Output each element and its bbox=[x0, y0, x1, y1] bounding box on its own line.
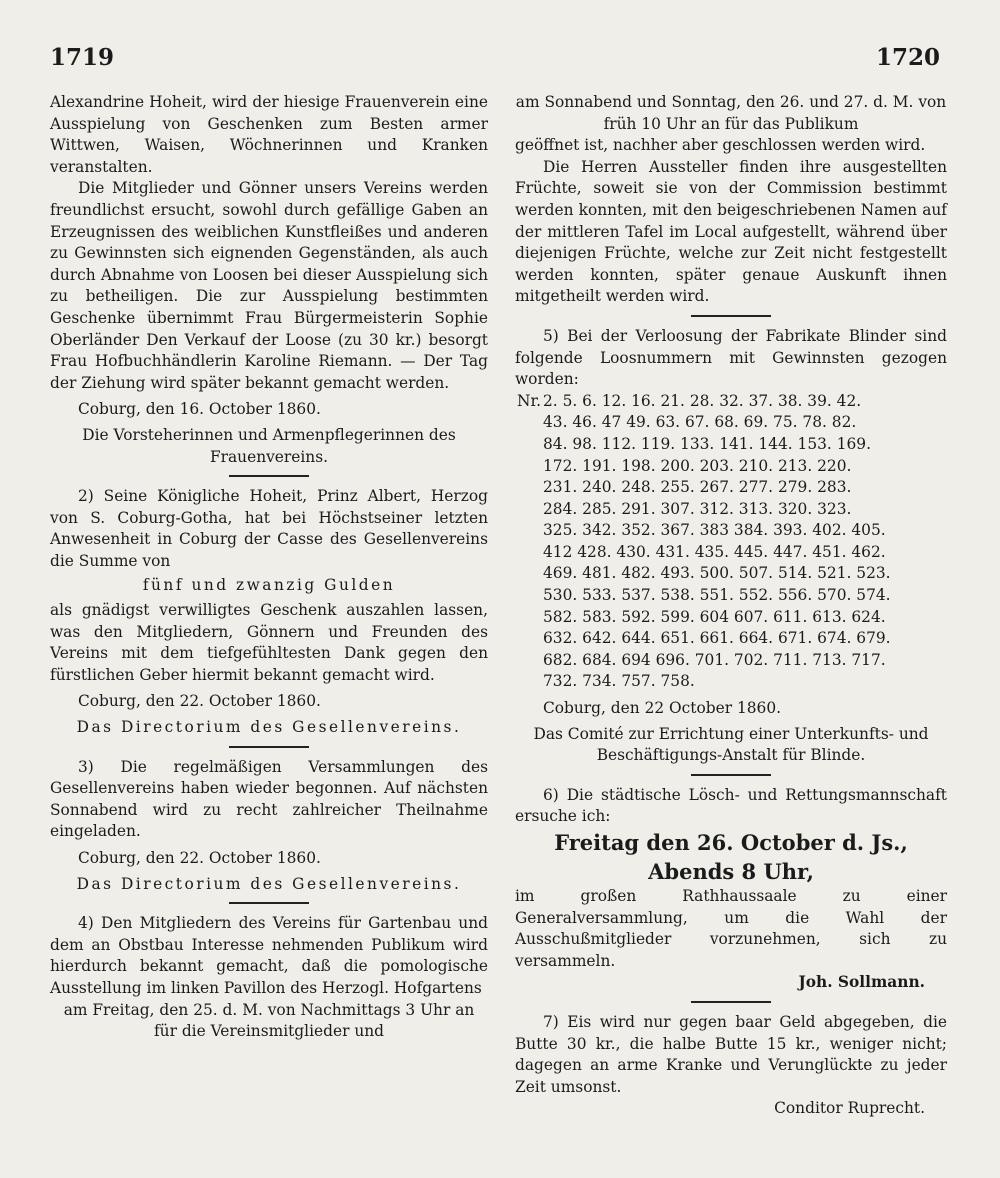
number-row bbox=[517, 650, 947, 672]
number-row bbox=[517, 456, 947, 478]
number-row bbox=[517, 412, 947, 434]
notice-5-signature: Das Comité zur Errichtung einer Unterkunfts- und Beschäftigungs-Anstalt für Blinde. bbox=[533, 724, 929, 765]
page-number-right: 1720 bbox=[875, 44, 940, 71]
number-values: 530. 533. 537. 538. 551. 552. 556. 570. 574. bbox=[543, 586, 891, 605]
number-row bbox=[517, 520, 947, 542]
notice-1-paragraph-2: Die Mitglieder und Gönner unsers Vereins werden freundlichst ersucht, sowohl durch gefällige Gaben an Erzeugnissen des weiblichen Kunstfleißes und anderen zu Gewinnsten sich eignenden Gegenständen, als auch durch Abnahme von Loosen bei dieser Ausspielung sich zu betheiligen. Die zur Ausspielung bestimmten Geschenke übernimmt Frau Bürgermeisterin Sophie Oberländer Den Verkauf der Loose (zu 30 kr.) besorgt Frau Hofbuchhändlerin Karoline Riemann. — Der Tag der Ziehung wird später bekannt gemacht werden. bbox=[50, 179, 488, 392]
number-values: 43. 46. 47 49. 63. 67. 68. 69. 75. 78. 82. bbox=[543, 413, 857, 432]
number-values: 632. 642. 644. 651. 661. 664. 671. 674. 679. bbox=[543, 629, 891, 648]
right-column bbox=[515, 92, 947, 1120]
notice-6-signature: Joh. Sollmann. bbox=[798, 973, 925, 992]
notice-1-dateline: Coburg, den 16. October 1860. bbox=[78, 400, 321, 419]
notice-6-body: im großen Rathhaussaale zu einer Generalversammlung, um die Wahl der Ausschußmitglieder vorzunehmen, sich zu versammeln. bbox=[515, 887, 947, 970]
separator-rule bbox=[229, 902, 309, 904]
notice-1-paragraph-1: Alexandrine Hoheit, wird der hiesige Frauenverein eine Ausspielung von Geschenken zum Besten armer Wittwen, Waisen, Wöchnerinnen und Kranken veranstalten. bbox=[50, 93, 488, 176]
notice-3-signature: Das Directorium des Gesellenvereins. bbox=[76, 874, 462, 893]
number-row bbox=[517, 671, 947, 693]
nr-label: Nr. bbox=[517, 391, 542, 410]
notice-5-lead: 5) Bei der Verloosung der Fabrikate Blinder sind folgende Loosnummern mit Gewinnsten gezogen worden: bbox=[515, 326, 947, 389]
notice-6-time: Abends 8 Uhr, bbox=[648, 859, 814, 884]
separator-rule bbox=[229, 475, 309, 477]
separator-rule bbox=[229, 746, 309, 748]
number-values: 412 428. 430. 431. 435. 445. 447. 451. 462. bbox=[543, 542, 886, 561]
notice-4-schedule-1: am Freitag, den 25. d. M. von Nachmittags 3 Uhr an für die Vereinsmitglieder und bbox=[63, 1000, 475, 1041]
number-values: 172. 191. 198. 200. 203. 210. 213. 220. bbox=[543, 456, 852, 475]
number-values: 84. 98. 112. 119. 133. 141. 144. 153. 169. bbox=[543, 434, 871, 453]
page-number-left: 1719 bbox=[50, 44, 115, 71]
number-values: 2. 5. 6. 12. 16. 21. 28. 32. 37. 38. 39. 42. bbox=[543, 391, 862, 410]
notice-6-lead: 6) Die städtische Lösch- und Rettungsmannschaft ersuche ich: bbox=[515, 785, 947, 826]
notice-2-signature: Das Directorium des Gesellenvereins. bbox=[76, 718, 462, 737]
number-values: 231. 240. 248. 255. 267. 277. 279. 283. bbox=[543, 478, 852, 497]
notice-6-date: Freitag den 26. October d. Js., bbox=[554, 830, 908, 855]
number-row bbox=[517, 563, 947, 585]
notice-2-dateline: Coburg, den 22. October 1860. bbox=[78, 692, 321, 711]
number-values: 284. 285. 291. 307. 312. 313. 320. 323. bbox=[543, 499, 852, 518]
number-values: 325. 342. 352. 367. 383 384. 393. 402. 405. bbox=[543, 521, 886, 540]
number-values: 732. 734. 757. 758. bbox=[543, 672, 695, 691]
number-row bbox=[517, 607, 947, 629]
number-values: 582. 583. 592. 599. 604 607. 611. 613. 624. bbox=[543, 607, 886, 626]
notice-4-schedule-2: am Sonnabend und Sonntag, den 26. und 27. d. M. von früh 10 Uhr an für das Publikum bbox=[515, 93, 947, 133]
number-row bbox=[517, 628, 947, 650]
number-row bbox=[517, 434, 947, 456]
number-values: 682. 684. 694 696. 701. 702. 711. 713. 717. bbox=[543, 650, 886, 669]
number-row bbox=[517, 477, 947, 499]
number-values: 469. 481. 482. 493. 500. 507. 514. 521. 523. bbox=[543, 564, 891, 583]
notice-3-body: 3) Die regelmäßigen Versammlungen des Gesellenvereins haben wieder begonnen. Auf nächsten Sonnabend wird zu recht zahlreicher Theilnahme eingeladen. bbox=[50, 757, 488, 841]
notice-2-lead: 2) Seine Königliche Hoheit, Prinz Albert, Herzog von S. Coburg-Gotha, hat bei Höchstseiner letzten Anwesenheit in Coburg der Casse des Gesellenvereins die Summe von bbox=[50, 487, 488, 570]
notice-7-signature: Conditor Ruprecht. bbox=[774, 1099, 925, 1118]
number-row bbox=[517, 391, 947, 413]
number-row bbox=[517, 542, 947, 564]
notice-4-body-3: Die Herren Aussteller finden ihre ausgestellten Früchte, soweit sie von der Commission bestimmt werden konnten, mit den beigeschriebenen Namen auf der mittleren Tafel im Local aufgestellt, während über diejenigen Früchte, welche zur Zeit nicht festgestellt werden konnten, später genaue Auskunft ihnen mitgetheilt werden wird. bbox=[515, 157, 947, 306]
notice-2-amount: fünf und zwanzig Gulden bbox=[142, 576, 396, 595]
number-row bbox=[517, 499, 947, 521]
number-row bbox=[517, 585, 947, 607]
notice-7-body: 7) Eis wird nur gegen baar Geld abgegeben, die Butte 30 kr., die halbe Butte 15 kr., weniger nicht; dagegen an arme Kranke und Verunglückte zu jeder Zeit umsonst. bbox=[515, 1012, 947, 1096]
separator-rule bbox=[691, 1001, 771, 1003]
notice-3-dateline: Coburg, den 22. October 1860. bbox=[78, 849, 321, 867]
winning-numbers bbox=[515, 391, 947, 693]
notice-4-body-2: geöffnet ist, nachher aber geschlossen werden wird. bbox=[515, 136, 926, 155]
notice-5-dateline: Coburg, den 22 October 1860. bbox=[543, 699, 781, 718]
notice-4-body: 4) Den Mitgliedern des Vereins für Gartenbau und dem an Obstbau Interesse nehmenden Publikum wird hierdurch bekannt gemacht, daß die pomologische Ausstellung im linken Pavillon des Herzogl. Hofgartens bbox=[50, 914, 488, 997]
notice-1-signature: Die Vorsteherinnen und Armenpflegerinnen des Frauenvereins. bbox=[82, 425, 456, 466]
notice-2-body: als gnädigst verwilligtes Geschenk auszahlen lassen, was den Mitgliedern, Gönnern und Freunden des Vereins mit dem tiefgefühltesten Dank gegen den fürstlichen Geber hiermit bekannt gemacht wird. bbox=[50, 601, 488, 684]
left-column bbox=[50, 92, 488, 1043]
separator-rule bbox=[691, 315, 771, 317]
separator-rule bbox=[691, 774, 771, 776]
